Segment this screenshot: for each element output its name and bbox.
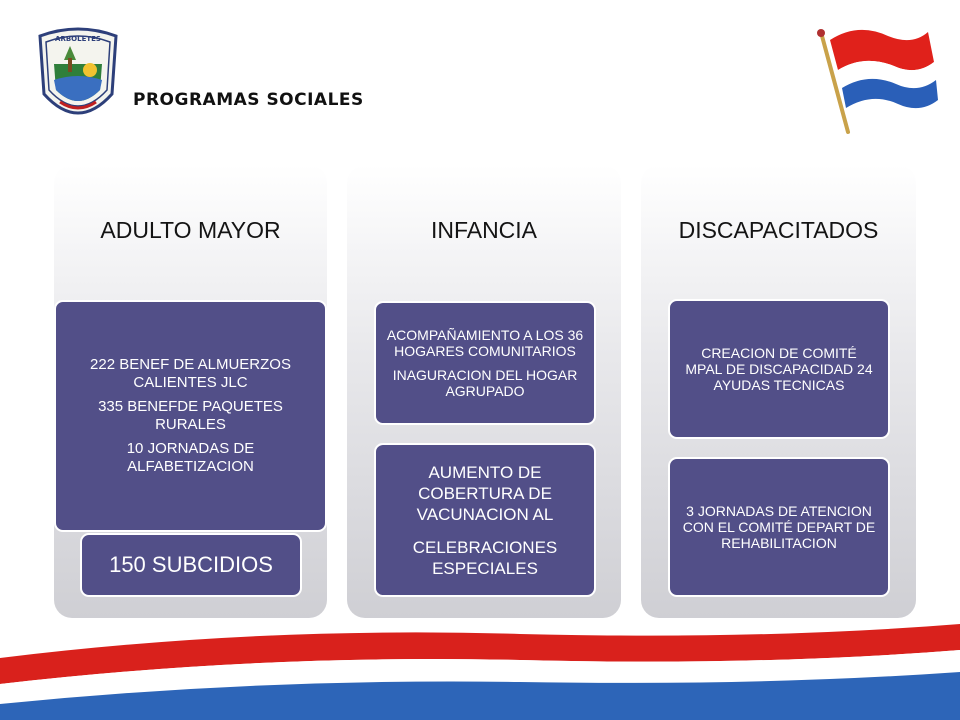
card-adulto-mayor-subsidies — [80, 533, 302, 597]
card-line: 222 BENEF DE ALMUERZOS CALIENTES JLC — [90, 356, 291, 391]
card-line: CREACION DE COMITÉ MPAL DE DISCAPACIDAD 24 AYUDAS TECNICAS — [685, 345, 873, 393]
card-line: 3 JORNADAS DE ATENCION CON EL COMITÉ DEPART DE REHABILITACION — [682, 503, 876, 551]
column-title-infancia: INFANCIA — [430, 217, 538, 243]
card-line: AUMENTO DE COBERTURA DE VACUNACION AL — [416, 462, 554, 524]
card-line: CELEBRACIONES ESPECIALES — [412, 537, 558, 578]
card-line: 10 JORNADAS DE ALFABETIZACION — [126, 440, 255, 475]
card-discapacitados-comite — [668, 299, 890, 439]
coat-of-arms-logo — [30, 24, 126, 128]
card-line: ACOMPAÑAMIENTO A LOS 36 HOGARES COMUNITARIOS — [386, 327, 584, 359]
logo-banner-text: ARBOLETES — [55, 35, 101, 43]
card-line: 335 BENEFDE PAQUETES RURALES — [98, 398, 283, 433]
page-title: PROGRAMAS SOCIALES — [133, 90, 364, 110]
column-title-adulto-mayor: ADULTO MAYOR — [100, 217, 281, 243]
card-discapacitados-jornadas — [668, 457, 890, 597]
card-infancia-vacunacion — [374, 443, 596, 597]
column-infancia — [347, 165, 621, 618]
flag-icon — [808, 14, 938, 134]
card-line: 150 SUBCIDIOS — [109, 552, 273, 577]
decorative-wave-stripes — [0, 620, 960, 720]
column-discapacitados — [641, 165, 916, 618]
card-line: INAGURACION DEL HOGAR AGRUPADO — [392, 367, 578, 399]
column-title-discapacitados: DISCAPACITADOS — [678, 217, 879, 243]
card-adulto-mayor-benefits — [54, 300, 327, 532]
column-adulto-mayor — [54, 165, 327, 618]
card-infancia-hogares — [374, 301, 596, 425]
